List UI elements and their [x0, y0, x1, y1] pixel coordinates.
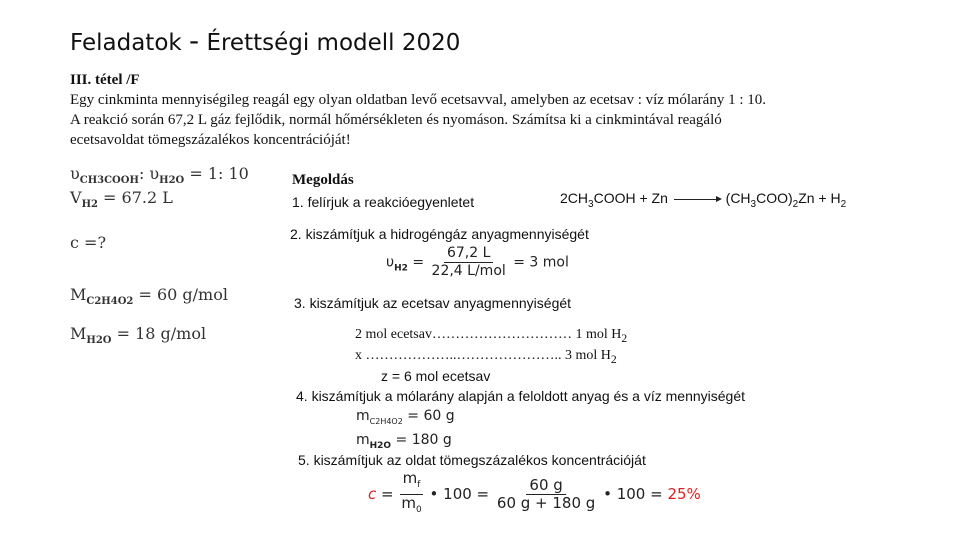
- final-num-1-sub: f: [417, 480, 421, 490]
- given-molar-acid-sub: C2H4O2: [86, 296, 134, 308]
- task-line-1: Egy cinkminta mennyiségileg reagál egy olyan oldatban levő ecetsavval, amelyben az ecetsav : víz mólarány 1 : 10.: [70, 92, 766, 108]
- h2-calculation: [386, 245, 569, 280]
- final-c: c: [368, 485, 377, 503]
- proportion-row-1: [355, 326, 627, 347]
- reaction-equation: [560, 190, 846, 210]
- given-ratio: [70, 164, 249, 186]
- title-part1: Feladatok: [70, 30, 182, 56]
- final-fraction-2: [494, 477, 598, 512]
- final-result: 25%: [667, 485, 701, 503]
- given-volume: [70, 188, 173, 210]
- title-dash: -: [189, 24, 200, 57]
- eq-rhs-sub2: 2: [792, 198, 799, 210]
- solution-heading: Megoldás: [292, 172, 354, 188]
- given-molar-mass-water: [70, 324, 206, 346]
- step-5: 5. kiszámítjuk az oldat tömegszázalékos koncentrációját: [298, 452, 646, 468]
- calc-h2-sub: H2: [394, 263, 408, 274]
- calc-h2-denominator: 22,4 L/mol: [431, 263, 506, 279]
- eq-rhs-c: COO): [756, 190, 793, 206]
- eq-lhs-a: 2CH: [560, 190, 589, 206]
- task-line-3: ecetsavoldat tömegszázalékos koncentrációját!: [70, 132, 351, 148]
- given-molar-water-value: = 18 g/mol: [111, 324, 207, 343]
- final-den-1-sym: m: [401, 494, 417, 512]
- given-concentration: c =?: [70, 233, 107, 252]
- final-formula: [368, 470, 701, 519]
- mass-water-symbol: m: [356, 432, 370, 448]
- task-statement: [70, 70, 766, 150]
- eq-rhs-sub3: 2: [840, 198, 847, 210]
- given-ratio-sep: : υ: [138, 164, 160, 183]
- proportion-row-1-sub: 2: [621, 331, 628, 345]
- given-volume-symbol: V: [70, 188, 82, 207]
- final-num-1: [400, 470, 424, 495]
- mass-acid-symbol: m: [356, 408, 370, 424]
- given-molar-water-symbol: M: [70, 324, 87, 343]
- final-multiply-2: • 100 =: [603, 485, 663, 503]
- mass-water-sub: H2O: [369, 440, 392, 451]
- mass-acid-value: = 60 g: [402, 408, 455, 424]
- given-molar-mass-acid: [70, 285, 228, 307]
- calc-h2-equals: =: [412, 254, 425, 271]
- proportion-row-2-text: x ………………..………………….. 3 mol H: [355, 347, 611, 363]
- given-molar-acid-value: = 60 g/mol: [133, 285, 228, 304]
- final-equals: =: [381, 485, 394, 503]
- final-den-2: 60 g + 180 g: [496, 494, 596, 512]
- calc-h2-symbol: υ: [386, 254, 395, 271]
- page-title: [70, 24, 460, 57]
- given-molar-water-sub: H2O: [86, 335, 112, 347]
- calc-h2-result: = 3 mol: [513, 254, 569, 271]
- mass-water-value: = 180 g: [391, 432, 452, 448]
- eq-lhs-c: COOH + Zn: [593, 190, 668, 206]
- final-fraction-1: [398, 470, 424, 519]
- mass-water: [356, 432, 452, 451]
- final-multiply-1: • 100 =: [429, 485, 490, 503]
- final-den-1: [398, 495, 424, 519]
- eq-lhs-sub: 3: [588, 198, 594, 210]
- given-ratio-value: = 1: 10: [184, 164, 249, 183]
- title-part2: Érettségi modell 2020: [206, 30, 461, 56]
- eq-rhs-sub1: 3: [750, 198, 757, 210]
- task-line-2: A reakció során 67,2 L gáz fejlődik, normál hőmérsékleten és nyomáson. Számítsa ki a cinkmintával reagáló: [70, 112, 722, 128]
- calc-h2-fraction: [429, 245, 509, 280]
- proportion: [355, 326, 627, 385]
- final-num-1-sym: m: [402, 469, 418, 487]
- given-ratio-sub1: CH3COOH: [79, 175, 139, 187]
- given-molar-acid-symbol: M: [70, 285, 87, 304]
- proportion-row-2-sub: 2: [610, 352, 617, 366]
- task-subtitle: III. tétel /F: [70, 72, 140, 88]
- final-den-1-sub: 0: [416, 505, 422, 515]
- given-ratio-symbol: υ: [70, 164, 80, 183]
- proportion-result: z = 6 mol ecetsav: [381, 367, 491, 384]
- given-volume-sub: H2: [81, 199, 98, 211]
- reaction-arrow-icon: [674, 199, 720, 200]
- step-4: 4. kiszámítjuk a mólarány alapján a feloldott anyag és a víz mennyiségét: [296, 388, 746, 404]
- given-volume-value: = 67.2 L: [97, 188, 173, 207]
- calc-h2-numerator: 67,2 L: [444, 245, 493, 263]
- step-1: 1. felírjuk a reakcióegyenletet: [292, 194, 475, 210]
- given-ratio-sub2: H2O: [159, 175, 185, 187]
- eq-rhs-e: Zn + H: [798, 190, 841, 206]
- mass-acid-sub: C2H4O2: [369, 416, 403, 426]
- final-num-2: 60 g: [526, 477, 565, 495]
- step-3: 3. kiszámítjuk az ecetsav anyagmennyiségét: [294, 295, 572, 311]
- proportion-row-2: [355, 347, 627, 368]
- eq-rhs-a: (CH: [725, 190, 751, 206]
- mass-acid: [356, 408, 455, 426]
- step-2: 2. kiszámítjuk a hidrogéngáz anyagmennyiségét: [290, 226, 589, 242]
- proportion-row-1-text: 2 mol ecetsav………………………… 1 mol H: [355, 327, 622, 342]
